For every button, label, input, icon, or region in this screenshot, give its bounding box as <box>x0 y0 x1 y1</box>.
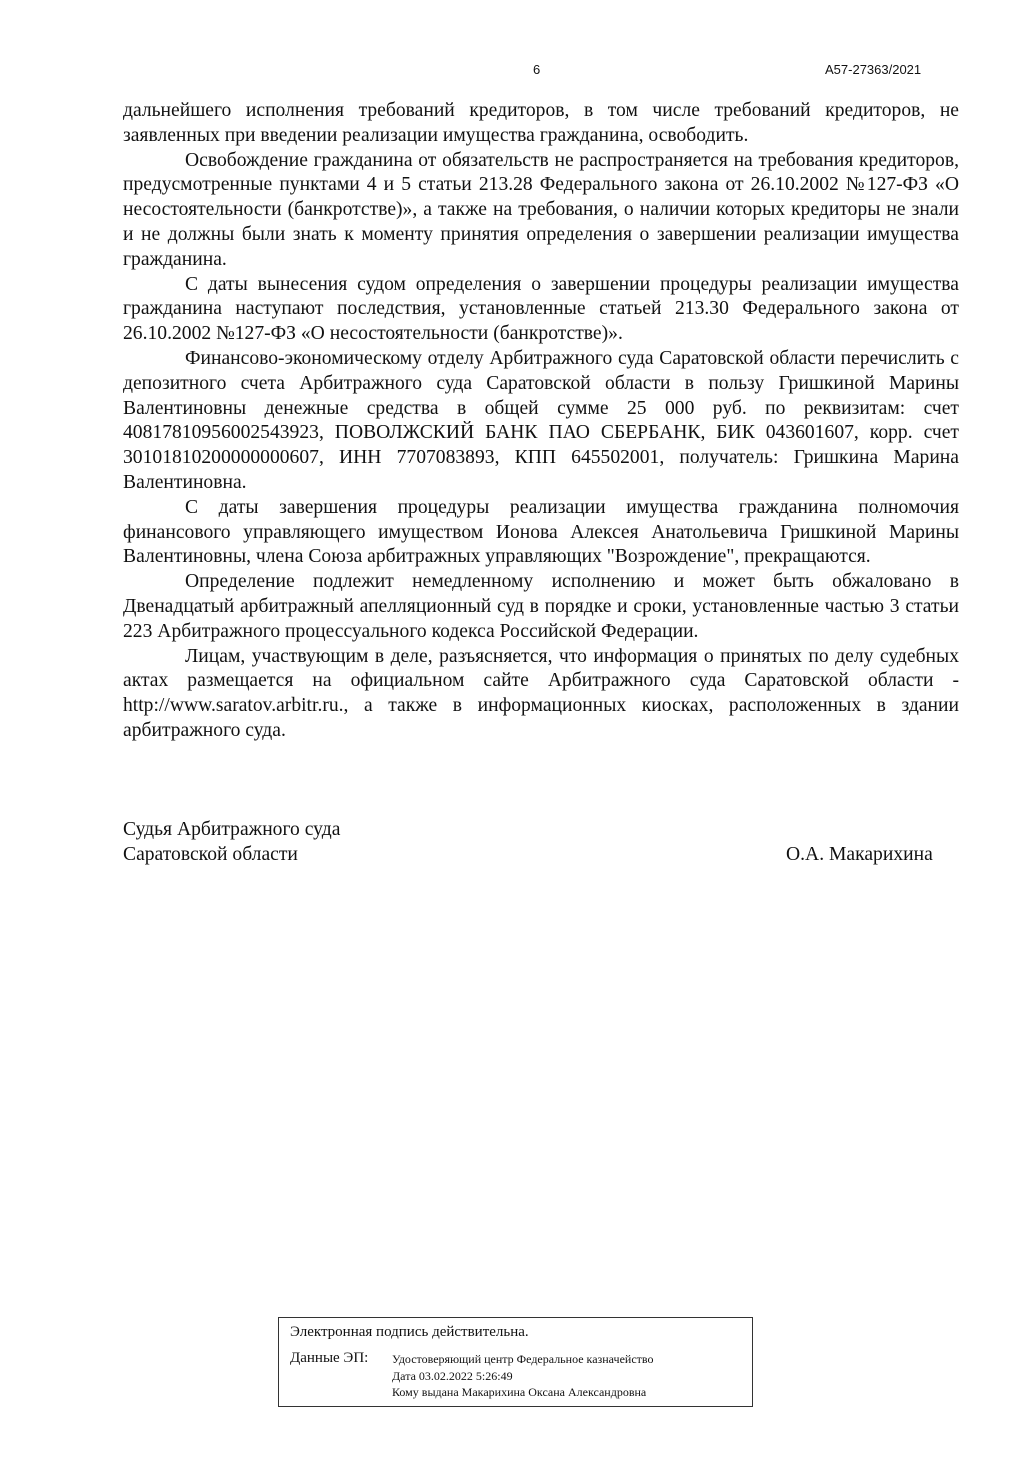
paragraph-continuation: дальнейшего исполнения требований кредиторов, в том числе требований кредиторов, не заявленных при введении реализации имущества гражданина, освободить. <box>123 100 959 146</box>
paragraph-consequences: С даты вынесения судом определения о завершении процедуры реализации имущества гражданина наступают последствия, установленные статьей 213.30 Федерального закона от 26.10.2002 №127-ФЗ «О несостоятельности (банкротстве)». <box>123 273 959 345</box>
esig-label: Данные ЭП: <box>290 1350 369 1366</box>
judge-title <box>123 818 340 868</box>
paragraph-payment-order: Финансово-экономическому отделу Арбитражного суда Саратовской области перечислить с депозитного счета Арбитражного суда Саратовской области в пользу Гришкиной Марины Валентиновны денежные средства в общей сумме 25 000 руб. по реквизитам: счет 40817810956002543923, ПОВОЛЖСКИЙ БАНК ПАО СБЕРБАНК, БИК 043601607, корр. счет 30101810200000000607, ИНН 7707083893, КПП 645502001, получатель: Гришкина Марина Валентиновна. <box>123 347 959 493</box>
paragraph-information: Лицам, участвующим в деле, разъясняется, что информация о принятых по делу судебных актах размещается на официальном сайте Арбитражного суда Саратовской области - http://www.saratov.arbitr.ru., а также в информационных киосках, расположенных в здании арбитражного суда. <box>123 645 959 741</box>
document-body <box>123 99 959 744</box>
esig-status: Электронная подпись действительна. <box>290 1324 529 1340</box>
case-number: А57-27363/2021 <box>825 62 922 77</box>
paragraph-appeal: Определение подлежит немедленному исполнению и может быть обжаловано в Двенадцатый арбитражный апелляционный суд в порядке и сроки, установленные частью 3 статьи 223 Арбитражного процессуального кодекса Российской Федерации. <box>123 571 959 642</box>
esig-issued-to: Кому выдана Макарихина Оксана Александровна <box>392 1385 647 1399</box>
judge-title-line1: Судья Арбитражного суда <box>123 819 341 840</box>
judge-title-line2: Саратовской области <box>123 843 298 865</box>
esig-date: Дата 03.02.2022 5:26:49 <box>392 1368 513 1383</box>
electronic-signature-stamp <box>278 1317 753 1407</box>
paragraph-release-exceptions: Освобождение гражданина от обязательств не распространяется на требования кредиторов, предусмотренные пунктами 4 и 5 статьи 213.28 Федерального закона от 26.10.2002 №127-ФЗ «О несостоятельности (банкротстве)», а также на требования, о наличии которых кредиторы не знали и не должны были знать к моменту принятия определения о завершении реализации имущества гражданина. <box>123 149 959 270</box>
esig-issuer: Удостоверяющий центр Федеральное казначейство <box>392 1352 654 1366</box>
paragraph-manager-powers: С даты завершения процедуры реализации имущества гражданина полномочия финансового управляющего имуществом Ионова Алексея Анатольевича Гришкиной Марины Валентиновны, члена Союза арбитражных управляющих "Возрождение", прекращаются. <box>123 496 959 568</box>
esig-details <box>392 1351 653 1401</box>
page-number: 6 <box>533 62 541 77</box>
judge-name: О.А. Макарихина <box>786 844 933 865</box>
